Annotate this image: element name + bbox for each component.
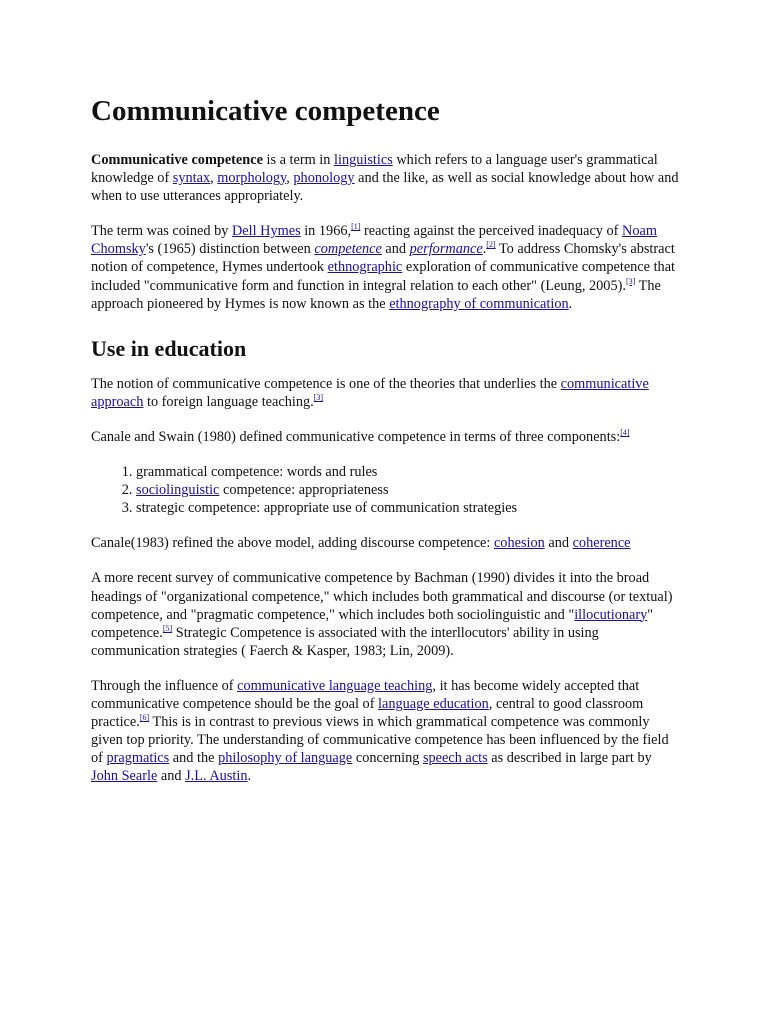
- education-paragraph-1: The notion of communicative competence is one of the theories that underlies the communicative approach to foreign language teaching.[3]: [91, 375, 649, 410]
- link-syntax[interactable]: syntax: [172, 170, 211, 187]
- link-performance[interactable]: performance: [409, 241, 483, 258]
- list-item: 2. sociolinguistic competence: appropriateness: [136, 481, 681, 499]
- link-morphology[interactable]: morphology: [217, 170, 287, 187]
- education-paragraph-3: Canale(1983) refined the above model, adding discourse competence: cohesion and coherence: [91, 535, 631, 552]
- education-paragraph-5: Through the influence of communicative language teaching, it has become widely accepted that communicative competence should be the goal of language education, central to good classroom practice.[6] This is in contrast to previous views in which grammatical competence was commonly given top priority. The understanding of communicative competence has been influenced by the field of pragmatics and the philosophy of language concerning speech acts as described in large part by John Searle and J.L. Austin.: [91, 677, 669, 785]
- education-paragraph-2: Canale and Swain (1980) defined communicative competence in terms of three components:[4]: [91, 427, 630, 445]
- link-ethnography-of-communication[interactable]: ethnography of communication: [389, 295, 569, 312]
- link-cohesion[interactable]: cohesion: [493, 535, 545, 552]
- section-heading-education: Use in education: [91, 335, 247, 361]
- reference-link-3[interactable]: [3]: [625, 276, 636, 286]
- link-ethnographic[interactable]: ethnographic: [327, 259, 403, 276]
- intro-paragraph: Communicative competence is a term in linguistics which refers to a language user's grammatical knowledge of syntax, morphology, phonology and the like, as well as social knowledge about how and when to use utterances appropriately.: [91, 152, 679, 205]
- education-paragraph-4: A more recent survey of communicative competence by Bachman (1990) divides it into the broad headings of "organizational competence," which includes both grammatical and discourse (or textual) competence, and "pragmatic competence," which includes both sociolinguistic and "illocutionary" competence.[5] Strategic Competence is associated with the interllocutors' ability in using communication strategies ( Faerch & Kasper, 1983; Lin, 2009).: [91, 570, 673, 659]
- reference-link-1[interactable]: [1]: [351, 222, 361, 232]
- reference-link-5[interactable]: [5]: [162, 623, 173, 633]
- components-list: [91, 463, 681, 517]
- article-content: [91, 93, 681, 802]
- reference-link-3b[interactable]: [3]: [313, 392, 324, 402]
- link-communicative-language-teaching[interactable]: communicative language teaching: [237, 677, 433, 694]
- page-title: Communicative competence: [91, 95, 440, 127]
- reference-link-4[interactable]: [4]: [620, 427, 630, 437]
- reference-link-2[interactable]: [2]: [486, 240, 496, 250]
- link-sociolinguistic[interactable]: sociolinguistic: [136, 482, 220, 499]
- list-item: 1. grammatical competence: words and rules: [136, 463, 681, 481]
- link-philosophy-of-language[interactable]: philosophy of language: [218, 750, 353, 767]
- reference-link-6[interactable]: [6]: [139, 713, 150, 723]
- link-speech-acts[interactable]: speech acts: [422, 750, 488, 767]
- link-competence[interactable]: competence: [314, 241, 382, 258]
- link-john-searle[interactable]: John Searle: [91, 768, 158, 785]
- link-linguistics[interactable]: linguistics: [334, 152, 393, 168]
- link-coherence[interactable]: coherence: [572, 535, 631, 552]
- link-illocutionary[interactable]: illocutionary: [574, 606, 648, 623]
- link-noam-chomsky[interactable]: Noam Chomsky: [91, 223, 657, 258]
- link-phonology[interactable]: phonology: [293, 170, 355, 187]
- link-communicative-approach[interactable]: communicative approach: [91, 375, 649, 410]
- link-jl-austin[interactable]: J.L. Austin: [185, 768, 248, 785]
- link-pragmatics[interactable]: pragmatics: [106, 750, 170, 767]
- intro-bold-term: Communicative competence: [91, 152, 263, 168]
- origin-paragraph: The term was coined by Dell Hymes in 1966,[1] reacting against the perceived inadequacy of Noam Chomsky's (1965) distinction between competence and performance.[2] To address Chomsky's abstract notion of competence, Hymes undertook ethnographic exploration of communicative competence that included "communicative form and function in integral relation to each other" (Leung, 2005).[3] The approach pioneered by Hymes is now known as the ethnography of communication.: [91, 222, 676, 312]
- link-dell-hymes[interactable]: Dell Hymes: [231, 223, 301, 240]
- list-item: 3. strategic competence: appropriate use of communication strategies: [136, 499, 681, 517]
- link-language-education[interactable]: language education: [378, 695, 489, 712]
